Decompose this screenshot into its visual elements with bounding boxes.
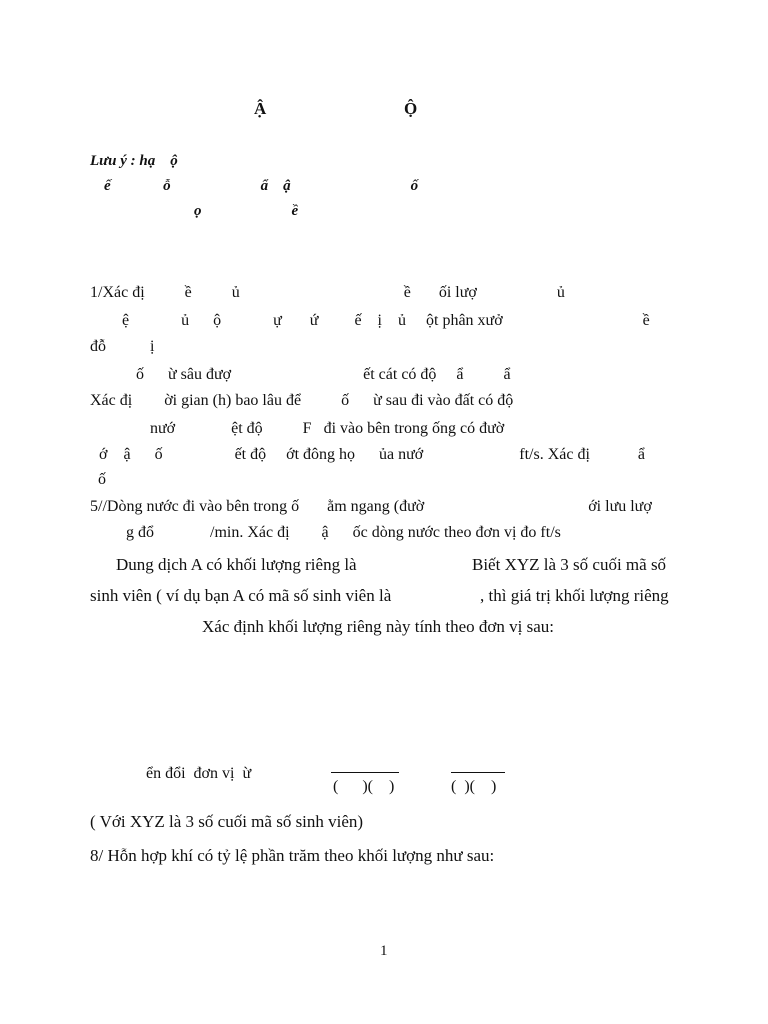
fraction-2-denominator: ( )( ) bbox=[451, 778, 497, 795]
problem-1-line-6: nướ ệt độ F đi vào bên trong ống có đườ bbox=[150, 420, 505, 437]
problem-1-line-3: đỗ ị bbox=[90, 338, 155, 355]
problem-8-line: 8/ Hỗn hợp khí có tỷ lệ phần trăm theo khối lượng như sau: bbox=[90, 846, 495, 865]
problem-1-line-1: 1/Xác đị ề ủ ề ối lượ ủ bbox=[90, 284, 565, 301]
density-line-1b: Biết XYZ là 3 số cuối mã số bbox=[472, 555, 667, 574]
problem-1-line-5: Xác đị ời gian (h) bao lâu để ố ừ sau đi vào đất có độ bbox=[90, 392, 514, 409]
problem-1-line-4: ố ừ sâu đượ ết cát có độ ẩ ẩ bbox=[136, 366, 511, 383]
density-line-2a: sinh viên ( ví dụ bạn A có mã số sinh viên là bbox=[90, 586, 392, 605]
fraction-bar-2 bbox=[451, 772, 505, 773]
density-line-3: Xác định khối lượng riêng này tính theo đơn vị sau: bbox=[202, 617, 555, 636]
xyz-note: ( Với XYZ là 3 số cuối mã số sinh viên) bbox=[90, 812, 364, 831]
conversion-label: ển đổi đơn vị ừ bbox=[146, 765, 252, 782]
problem-1-line-2: ệ ủ ộ ự ứ ế ị ủ ột phân xưở ề bbox=[122, 312, 650, 329]
problem-5-line-2: g đổ /min. Xác đị ậ ốc dòng nước theo đơn vị đo ft/s bbox=[126, 524, 561, 541]
note-line-2: ế ỗ ẩ ậ ố bbox=[104, 178, 419, 194]
note-line-1: Lưu ý : hạ ộ bbox=[90, 153, 178, 169]
density-line-1a: Dung dịch A có khối lượng riêng là bbox=[116, 555, 357, 574]
title-left: Ậ bbox=[254, 99, 267, 118]
note-line-3: ọ ề bbox=[194, 203, 299, 219]
page-number: 1 bbox=[380, 943, 388, 959]
fraction-bar-1 bbox=[331, 772, 399, 773]
fraction-1-denominator: ( )( ) bbox=[333, 778, 395, 795]
problem-5-line-1: 5//Dòng nước đi vào bên trong ố ằm ngang (đườ ới lưu lượ bbox=[90, 498, 652, 515]
density-line-2b: , thì giá trị khối lượng riêng bbox=[480, 586, 669, 605]
title-right: Ộ bbox=[404, 99, 418, 118]
problem-1-line-7: ớ ậ ố ết độ ớt đông họ ủa nướ ft/s. Xác đị ẩ bbox=[99, 446, 645, 463]
problem-1-line-8: ố bbox=[98, 471, 106, 488]
